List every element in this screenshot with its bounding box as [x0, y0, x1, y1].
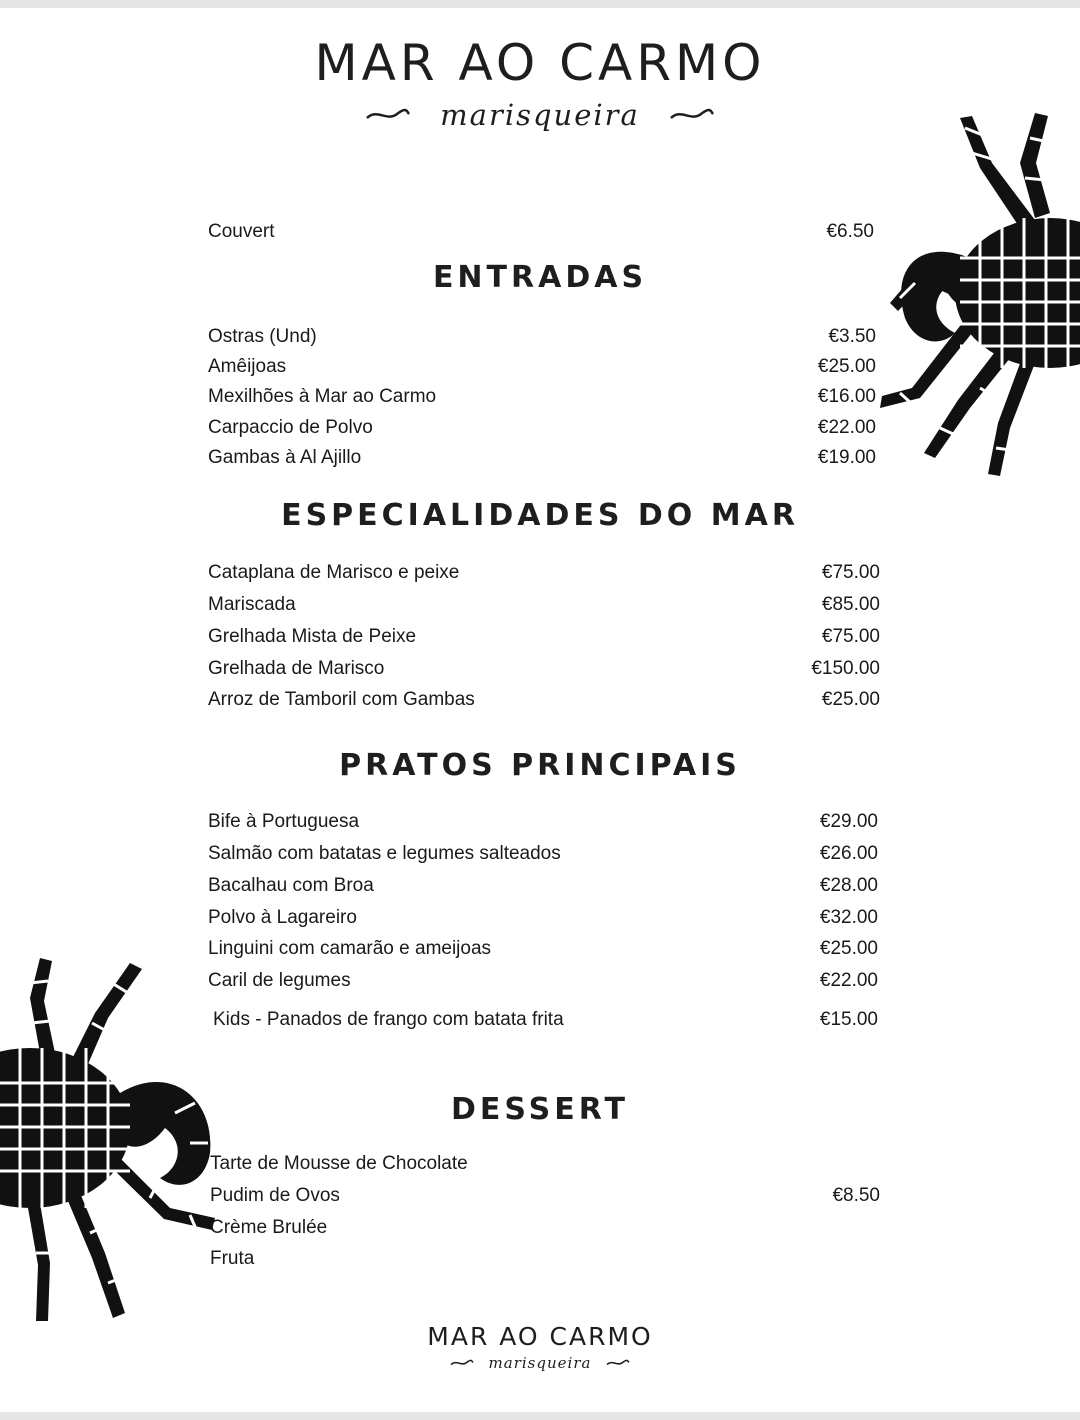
item-name: Gambas à Al Ajillo: [208, 447, 362, 468]
menu-item: [208, 594, 880, 620]
item-name: Tarte de Mousse de Chocolate: [210, 1153, 468, 1174]
menu-item: [208, 689, 880, 715]
menu-item: [208, 386, 880, 412]
menu-item: [210, 1185, 880, 1211]
item-price: €25.00: [819, 938, 878, 959]
menu-item: [208, 326, 880, 352]
section-heading: ENTRADAS: [432, 260, 648, 295]
item-name: Cataplana de Marisco e peixe: [208, 562, 460, 583]
menu-item: [210, 1153, 880, 1179]
item-price: €8.50: [832, 1185, 880, 1206]
tilde-ornament-icon: [669, 108, 715, 122]
item-name: Arroz de Tamboril com Gambas: [208, 689, 475, 710]
brand-name: MAR AO CARMO: [427, 1322, 653, 1351]
tilde-ornament-icon: [606, 1359, 630, 1367]
brand-header: [0, 34, 1080, 132]
item-name: Linguini com camarão e ameijoas: [208, 938, 492, 959]
item-name: Fruta: [210, 1248, 255, 1269]
menu-item: [208, 626, 880, 652]
menu-page: [0, 8, 1080, 1412]
menu-item: [208, 811, 880, 837]
menu-item: [208, 417, 880, 443]
menu-item: [208, 658, 880, 684]
brand-subtitle: [0, 1353, 1080, 1372]
item-price: €16.00: [817, 386, 876, 407]
item-price: €32.00: [819, 907, 878, 928]
section-heading: DESSERT: [451, 1092, 629, 1127]
item-name: Kids - Panados de frango com batata frita: [213, 1009, 564, 1030]
section-heading: ESPECIALIDADES DO MAR: [281, 498, 799, 533]
item-name: Amêijoas: [208, 356, 287, 377]
item-price: €22.00: [819, 970, 878, 991]
brand-name: MAR AO CARMO: [314, 34, 766, 92]
brand-footer: [0, 1322, 1080, 1372]
item-price: €29.00: [819, 811, 878, 832]
menu-item-couvert: [208, 221, 880, 247]
item-name: Salmão com batatas e legumes salteados: [208, 843, 561, 864]
item-price: €22.00: [817, 417, 876, 438]
brand-subtitle-text: marisqueira: [440, 98, 640, 132]
item-name: Carpaccio de Polvo: [208, 417, 373, 438]
item-name: Caril de legumes: [208, 970, 351, 991]
menu-item: [208, 875, 880, 901]
menu-item: [208, 907, 880, 933]
item-price: €28.00: [819, 875, 878, 896]
item-price: €3.50: [828, 326, 876, 347]
menu-item: [208, 562, 880, 588]
item-name: Grelhada Mista de Peixe: [208, 626, 417, 647]
item-price: €25.00: [821, 689, 880, 710]
item-name: Bife à Portuguesa: [208, 811, 360, 832]
item-name: Polvo à Lagareiro: [208, 907, 357, 928]
menu-item: [208, 1009, 880, 1035]
item-name: Mariscada: [208, 594, 296, 615]
menu-item: [208, 447, 880, 473]
item-price: €19.00: [817, 447, 876, 468]
item-price: €25.00: [817, 356, 876, 377]
item-price: €75.00: [821, 562, 880, 583]
menu-item: [210, 1248, 880, 1274]
item-name: Ostras (Und): [208, 326, 317, 347]
item-name: Pudim de Ovos: [210, 1185, 340, 1206]
item-name: Bacalhau com Broa: [208, 875, 374, 896]
menu-item: [208, 970, 880, 996]
item-price: €6.50: [826, 221, 874, 242]
brand-subtitle-text: marisqueira: [488, 1353, 592, 1372]
tilde-ornament-icon: [365, 108, 411, 122]
menu-item: [208, 356, 880, 382]
item-name: Mexilhões à Mar ao Carmo: [208, 386, 437, 407]
item-name: Crème Brulée: [210, 1217, 328, 1238]
crab-illustration-icon: [0, 953, 230, 1323]
item-price: €15.00: [819, 1009, 878, 1030]
tilde-ornament-icon: [450, 1359, 474, 1367]
item-price: €85.00: [821, 594, 880, 615]
item-price: €26.00: [819, 843, 878, 864]
menu-item: [210, 1217, 880, 1243]
item-name: Grelhada de Marisco: [208, 658, 385, 679]
brand-subtitle: [0, 96, 1080, 132]
item-price: €75.00: [821, 626, 880, 647]
menu-item: [208, 843, 880, 869]
item-name: Couvert: [208, 221, 275, 242]
item-price: €150.00: [811, 658, 880, 679]
section-heading: PRATOS PRINCIPAIS: [339, 748, 741, 783]
menu-item: [208, 938, 880, 964]
